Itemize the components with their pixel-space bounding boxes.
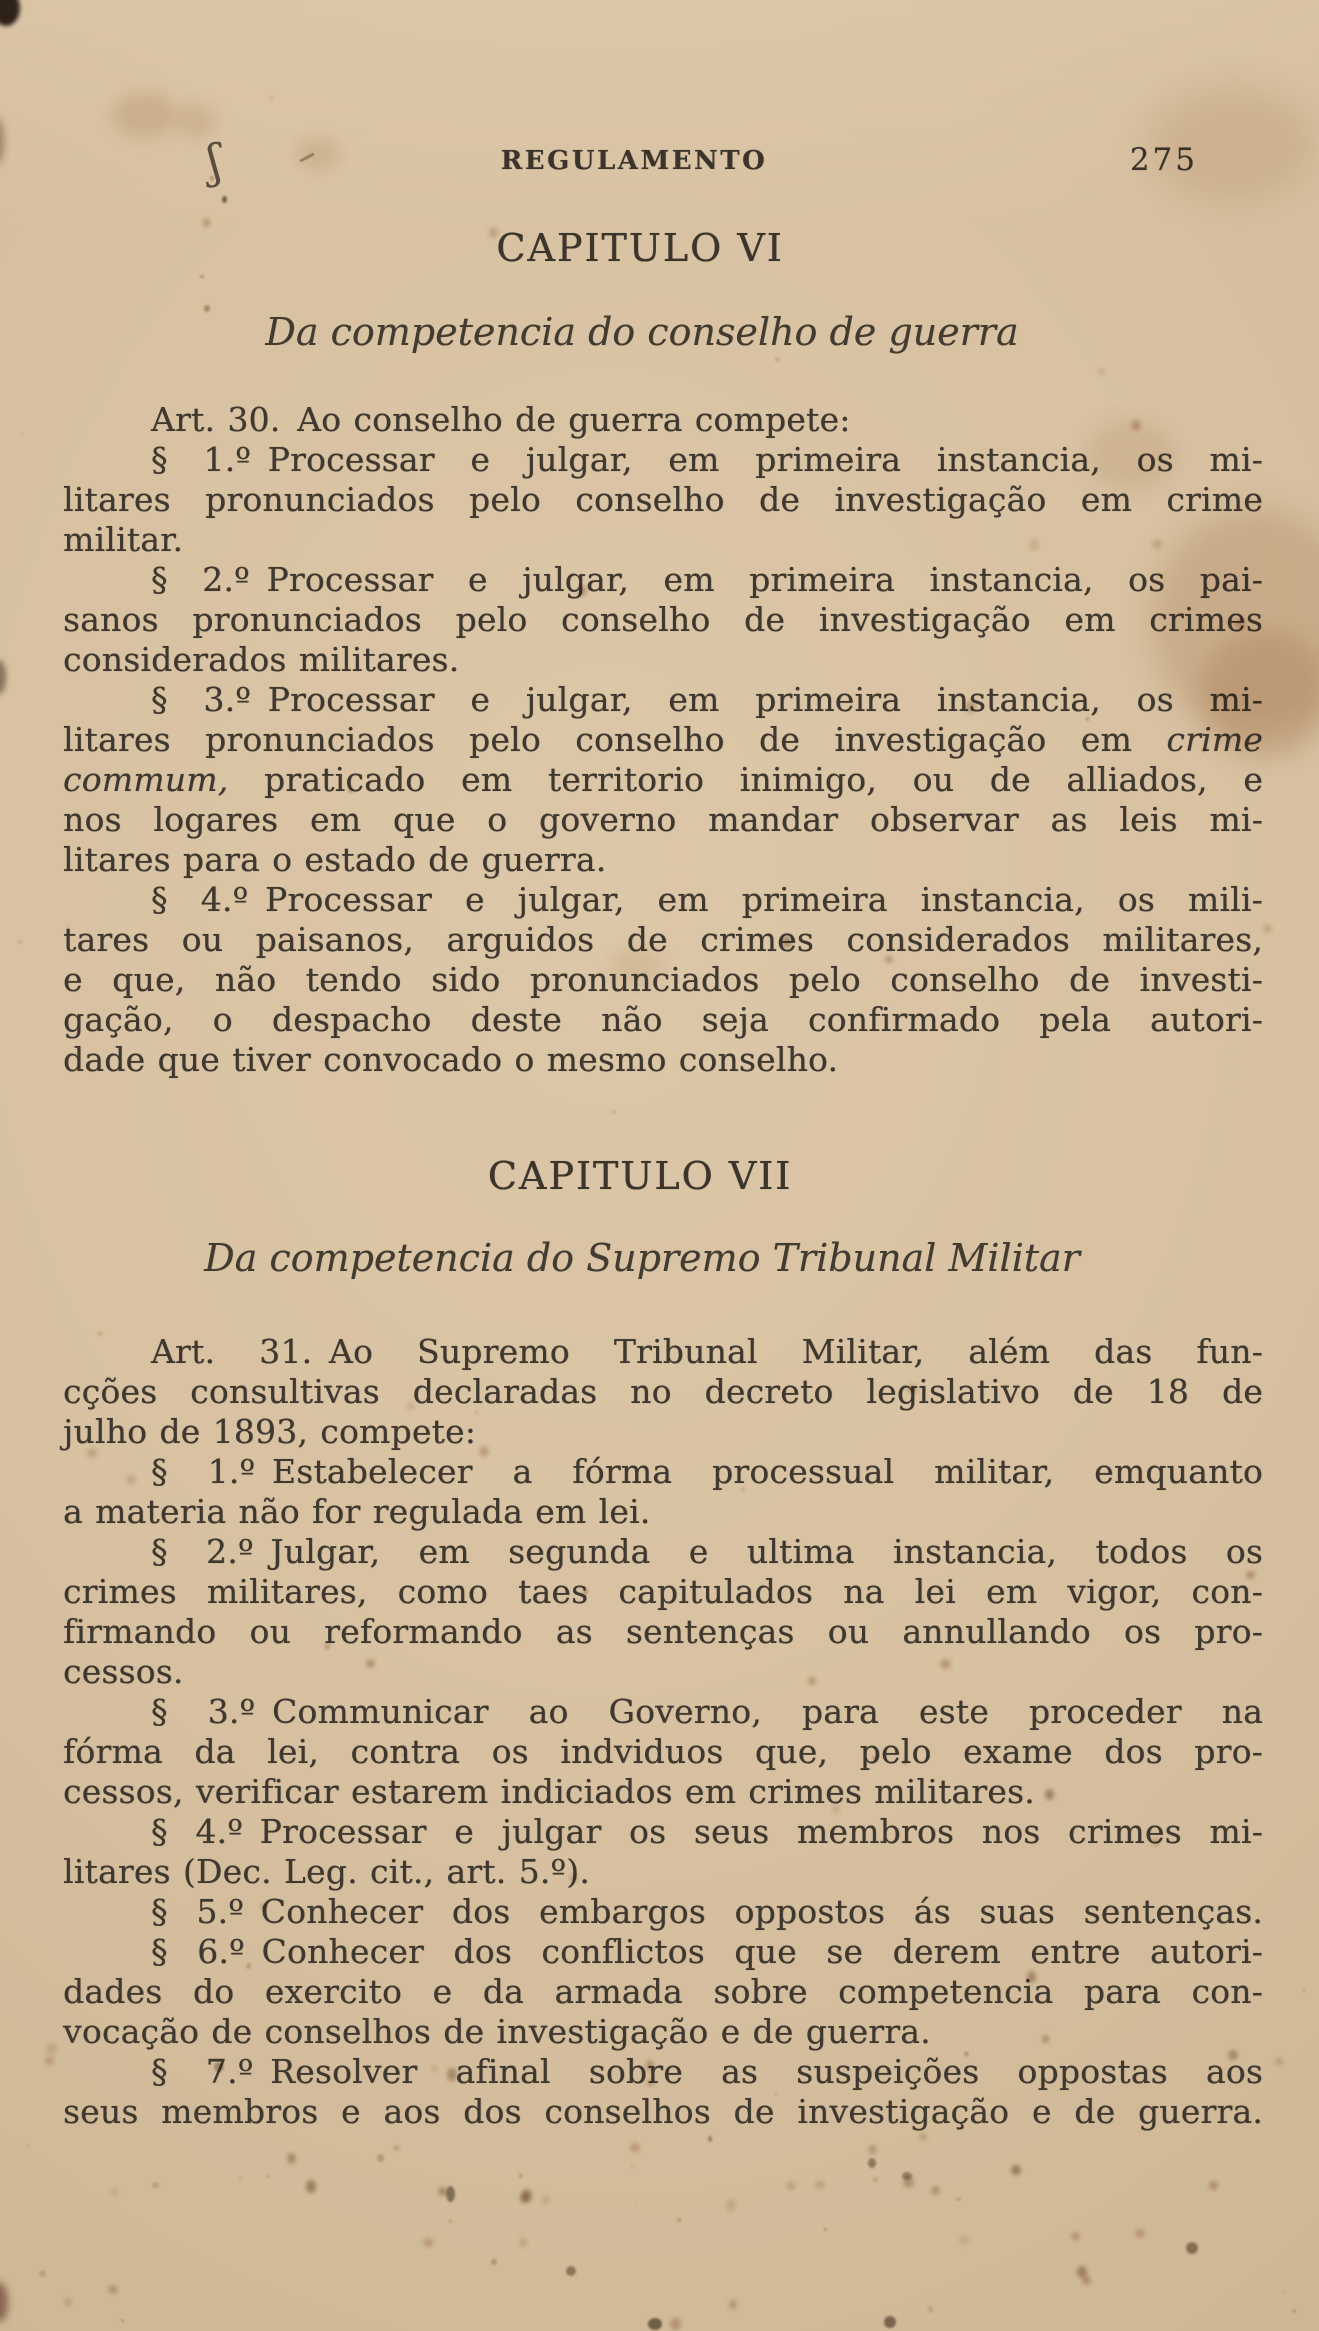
text-line: gação, o despacho deste não seja confirmado pela autori- bbox=[63, 1000, 1263, 1039]
text-line: militar. bbox=[63, 520, 184, 559]
text-line: § 1.º Processar e julgar, em primeira instancia, os mi- bbox=[151, 440, 1263, 479]
text-line: § 6.º Conhecer dos conflictos que se derem entre autori- bbox=[151, 1932, 1263, 1971]
chapter-vi-heading: CAPITULO VI bbox=[496, 226, 784, 270]
text-line: fórma da lei, contra os indviduos que, pelo exame dos pro- bbox=[63, 1732, 1263, 1771]
text-line: nos logares em que o governo mandar observar as leis mi- bbox=[63, 800, 1263, 839]
text-line: considerados militares. bbox=[63, 640, 460, 679]
chapter-vii-subtitle: Da competencia do Supremo Tribunal Militar bbox=[204, 1236, 1080, 1280]
text-line: § 2.º Processar e julgar, em primeira instancia, os pai- bbox=[151, 560, 1263, 599]
text-line: seus membros e aos dos conselhos de investigação e de guerra. bbox=[63, 2092, 1263, 2131]
text-line: cções consultivas declaradas no decreto legislativo de 18 de bbox=[63, 1372, 1263, 1411]
text-line: cessos. bbox=[63, 1652, 184, 1691]
text-line: § 4.º Processar e julgar, em primeira instancia, os mili- bbox=[151, 880, 1263, 919]
running-title: REGULAMENTO bbox=[500, 146, 768, 176]
running-header bbox=[64, 142, 1264, 190]
text-line: litares pronunciados pelo conselho de investigação em crime bbox=[63, 480, 1263, 519]
text-line: dade que tiver convocado o mesmo conselho. bbox=[63, 1040, 839, 1079]
chapter-vii-heading: CAPITULO VII bbox=[487, 1154, 793, 1198]
text-line: vocação de conselhos de investigação e de guerra. bbox=[63, 2012, 931, 2051]
text-line: firmando ou reformando as sentenças ou annullando os pro- bbox=[63, 1612, 1263, 1651]
text-line: commum, praticado em territorio inimigo, ou de alliados, e bbox=[63, 760, 1263, 799]
text-line: Art. 31. Ao Supremo Tribunal Militar, além das fun- bbox=[151, 1332, 1263, 1371]
text-line: julho de 1893, compete: bbox=[63, 1412, 477, 1451]
text-line: Art. 30. Ao conselho de guerra compete: bbox=[151, 400, 851, 439]
chapter-vi-body bbox=[63, 400, 1263, 1080]
text-line: § 1.º Estabelecer a fórma processual militar, emquanto bbox=[151, 1452, 1263, 1491]
text-line: cessos, verificar estarem indiciados em crimes militares. bbox=[63, 1772, 1035, 1811]
text-line: dades do exercito e da armada sobre competencia para con- bbox=[63, 1972, 1263, 2011]
text-line: § 3.º Communicar ao Governo, para este proceder na bbox=[151, 1692, 1263, 1731]
text-line: a materia não for regulada em lei. bbox=[63, 1492, 651, 1531]
text-line: § 7.º Resolver afinal sobre as suspeições oppostas aos bbox=[151, 2052, 1263, 2091]
text-line: tares ou paisanos, arguidos de crimes considerados militares, bbox=[63, 920, 1263, 959]
text-line: litares pronunciados pelo conselho de investigação em crime bbox=[63, 720, 1263, 759]
text-line: § 5.º Conhecer dos embargos oppostos ás suas sentenças. bbox=[151, 1892, 1263, 1931]
ink-mark: ʃ bbox=[204, 133, 224, 189]
chapter-vi-subtitle: Da competencia do conselho de guerra bbox=[265, 310, 1019, 354]
text-line: sanos pronunciados pelo conselho de investigação em crimes bbox=[63, 600, 1263, 639]
text-line: § 3.º Processar e julgar, em primeira instancia, os mi- bbox=[151, 680, 1263, 719]
chapter-vii-body bbox=[63, 1332, 1263, 2132]
text-line: crimes militares, como taes capitulados na lei em vigor, con- bbox=[63, 1572, 1263, 1611]
text-line: § 4.º Processar e julgar os seus membros nos crimes mi- bbox=[151, 1812, 1263, 1851]
text-line: § 2.º Julgar, em segunda e ultima instancia, todos os bbox=[151, 1532, 1263, 1571]
page-number: 275 bbox=[1129, 142, 1198, 178]
text-line: litares (Dec. Leg. cit., art. 5.º). bbox=[63, 1852, 590, 1891]
text-line: e que, não tendo sido pronunciados pelo conselho de investi- bbox=[63, 960, 1263, 999]
text-line: litares para o estado de guerra. bbox=[63, 840, 607, 879]
